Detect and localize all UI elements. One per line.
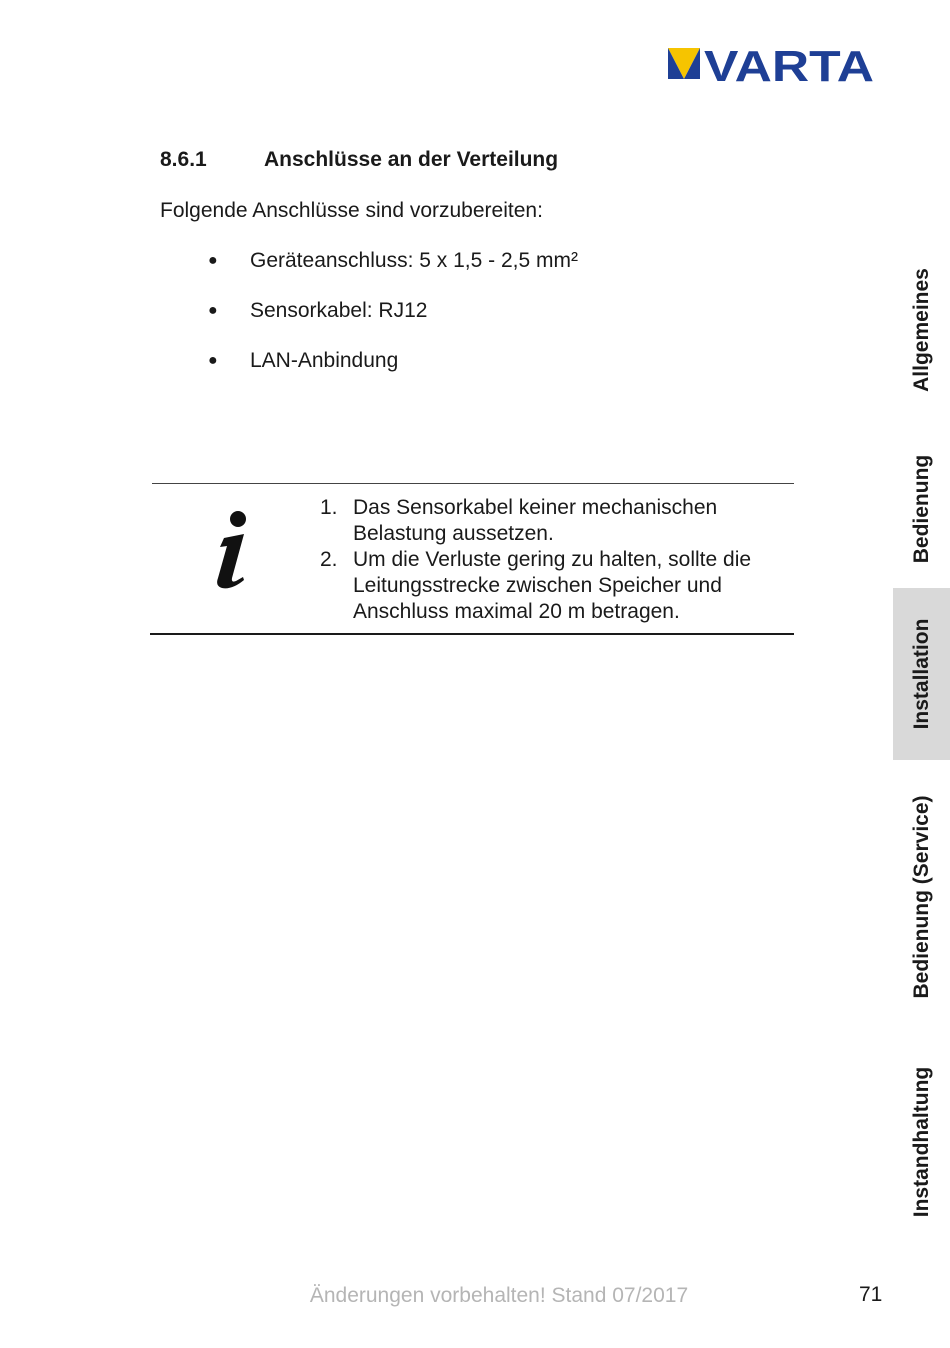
note-text: Um die Verluste gering zu halten, sollte die Leitungsstrecke zwischen Speicher und Anschluss maximal 20 m betragen. [353,548,752,623]
list-item-text: Sensorkabel: RJ12 [250,299,428,322]
footer-notice: Änderungen vorbehalten! Stand 07/2017 [309,1284,689,1307]
info-box-bottom-rule [150,633,794,635]
intro-text: Folgende Anschlüsse sind vorzubereiten: [160,199,543,222]
list-item-text: Geräteanschluss: 5 x 1,5 - 2,5 mm² [250,249,578,272]
tab-label: Installation [909,618,933,730]
section-number: 8.6.1 [160,148,207,171]
info-box-top-rule [152,483,794,484]
info-notes [320,495,793,625]
tab-bedienung-service[interactable] [893,760,950,1034]
note-number: 1. [320,496,338,519]
bullet-icon: ● [208,352,218,369]
bullet-icon: ● [208,252,218,269]
note-text: Das Sensorkabel keiner mechanischen Belastung aussetzen. [353,496,718,545]
note-number: 2. [320,548,338,571]
note-item [320,495,793,547]
logo-wordmark: VARTA [704,48,874,84]
note-item [320,547,793,625]
tab-installation[interactable] [893,588,950,760]
info-icon [210,508,258,594]
section-title: Anschlüsse an der Verteilung [264,148,559,171]
list-item-text: LAN-Anbindung [250,349,399,372]
tab-bedienung[interactable] [893,430,950,588]
bullet-icon: ● [208,302,218,319]
tab-label: Allgemeines [909,268,933,392]
varta-logo [668,48,876,84]
tab-allgemeines[interactable] [893,230,950,430]
tab-label: Bedienung (Service) [909,795,933,999]
tab-label: Bedienung [909,454,933,564]
tab-label: Instandhaltung [909,1066,933,1218]
page-number: 71 [859,1283,883,1306]
tab-instandhaltung[interactable] [893,1034,950,1250]
